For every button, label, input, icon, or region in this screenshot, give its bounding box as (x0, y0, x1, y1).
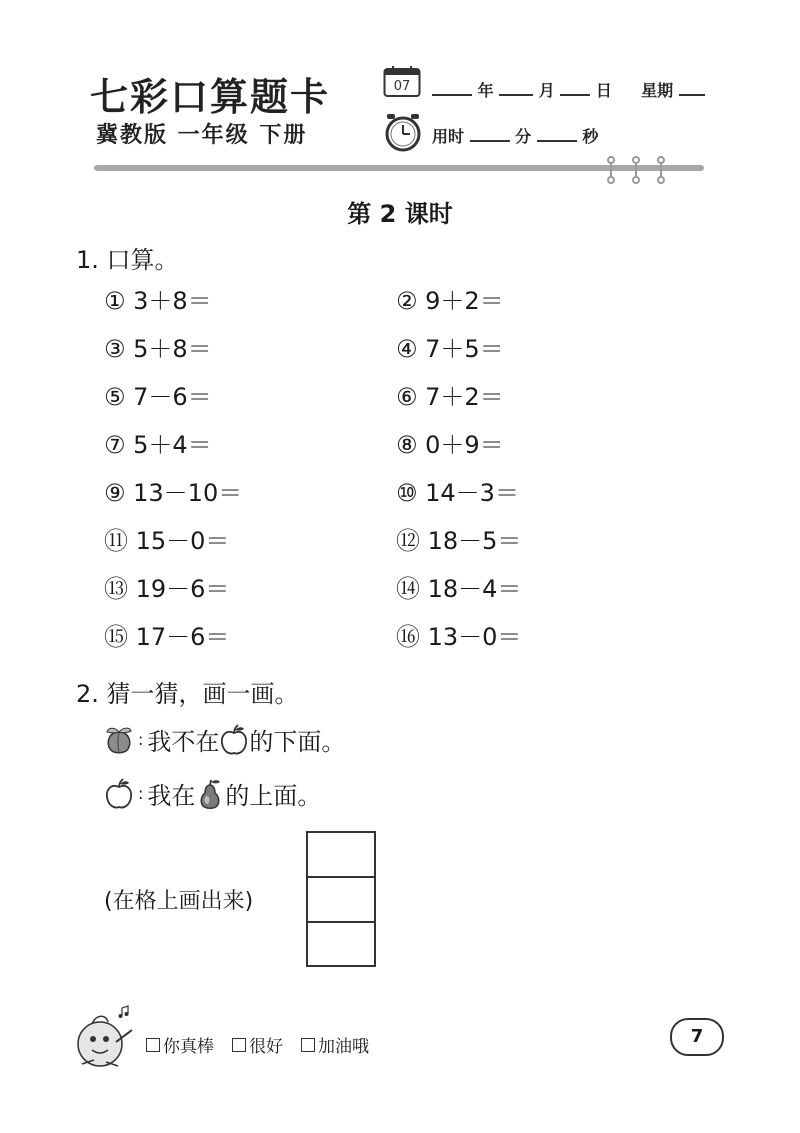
problem-6: ⑥ 7＋2＝ (396, 383, 504, 411)
clock-icon (383, 112, 423, 152)
clue2-colon: : (138, 784, 144, 803)
clue1-text-after: 的下面。 (249, 728, 346, 756)
divider-rivets (603, 156, 669, 184)
problem-4: ④ 7＋5＝ (396, 335, 504, 363)
clue1-colon: : (138, 730, 144, 749)
clue-apple (104, 776, 321, 811)
problem-15: ⑮ 17－6＝ (104, 623, 230, 651)
weekday-label: 星期 (641, 81, 674, 100)
month-label: 月 (538, 81, 555, 100)
problem-3: ③ 5＋8＝ (104, 335, 212, 363)
drawing-hint: (在格上画出来) (104, 889, 254, 914)
minute-label: 分 (515, 127, 532, 146)
problem-13: ⑬ 19－6＝ (104, 575, 230, 603)
day-label: 日 (595, 81, 612, 100)
mascot-illustration (70, 1002, 142, 1074)
rating-keep-trying[interactable] (301, 1032, 369, 1057)
page-number: 7 (670, 1018, 724, 1056)
pear-icon (195, 778, 225, 810)
problem-11: ⑪ 15－0＝ (104, 527, 230, 555)
calendar-icon (383, 66, 421, 98)
problem-2: ② 9＋2＝ (396, 287, 504, 315)
rating-great-checkbox[interactable] (146, 1038, 160, 1052)
lesson-title: 第 2 课时 (347, 200, 453, 228)
rating-good-label: 很好 (249, 1037, 283, 1057)
rating-good-checkbox[interactable] (232, 1038, 246, 1052)
drawing-grid[interactable] (306, 831, 376, 967)
calendar-day: 07 (393, 79, 411, 94)
brand-title: 七彩口算题卡 (90, 75, 331, 119)
problem-7: ⑦ 5＋4＝ (104, 431, 212, 459)
clue2-text-after: 的上面。 (225, 782, 322, 810)
problem-5: ⑤ 7－6＝ (104, 383, 212, 411)
second-label: 秒 (582, 127, 599, 146)
grid-cell-top[interactable] (308, 833, 374, 878)
clue1-text-before: 我不在 (147, 728, 220, 756)
brand-subtitle: 冀教版 一年级 下册 (96, 123, 308, 148)
date-fill-line (432, 78, 705, 101)
year-label: 年 (477, 81, 494, 100)
rating-keep-trying-label: 加油哦 (318, 1037, 369, 1057)
problem-1: ① 3＋8＝ (104, 287, 212, 315)
clue-peach (104, 722, 345, 757)
self-rating (146, 1032, 369, 1057)
section1-heading: 1. 口算。 (76, 246, 179, 274)
problem-8: ⑧ 0＋9＝ (396, 431, 504, 459)
rating-great-label: 你真棒 (163, 1037, 214, 1057)
arithmetic-problem-grid (104, 286, 584, 652)
problem-14: ⑭ 18－4＝ (396, 575, 522, 603)
apple-icon (219, 724, 249, 756)
problem-9: ⑨ 13－10＝ (104, 479, 243, 507)
time-fill-line (432, 124, 598, 147)
problem-10: ⑩ 14－3＝ (396, 479, 519, 507)
peach-icon (104, 724, 134, 756)
rating-good[interactable] (232, 1032, 283, 1057)
grid-cell-bottom[interactable] (308, 923, 374, 966)
grid-cell-middle[interactable] (308, 878, 374, 923)
rating-keep-trying-checkbox[interactable] (301, 1038, 315, 1052)
apple-icon (104, 778, 134, 810)
time-used-label: 用时 (432, 127, 465, 146)
rating-great[interactable] (146, 1032, 214, 1057)
section2-heading: 2. 猜一猜，画一画。 (76, 680, 299, 708)
problem-12: ⑫ 18－5＝ (396, 527, 522, 555)
problem-16: ⑯ 13－0＝ (396, 623, 522, 651)
clue2-text-before: 我在 (147, 782, 196, 810)
